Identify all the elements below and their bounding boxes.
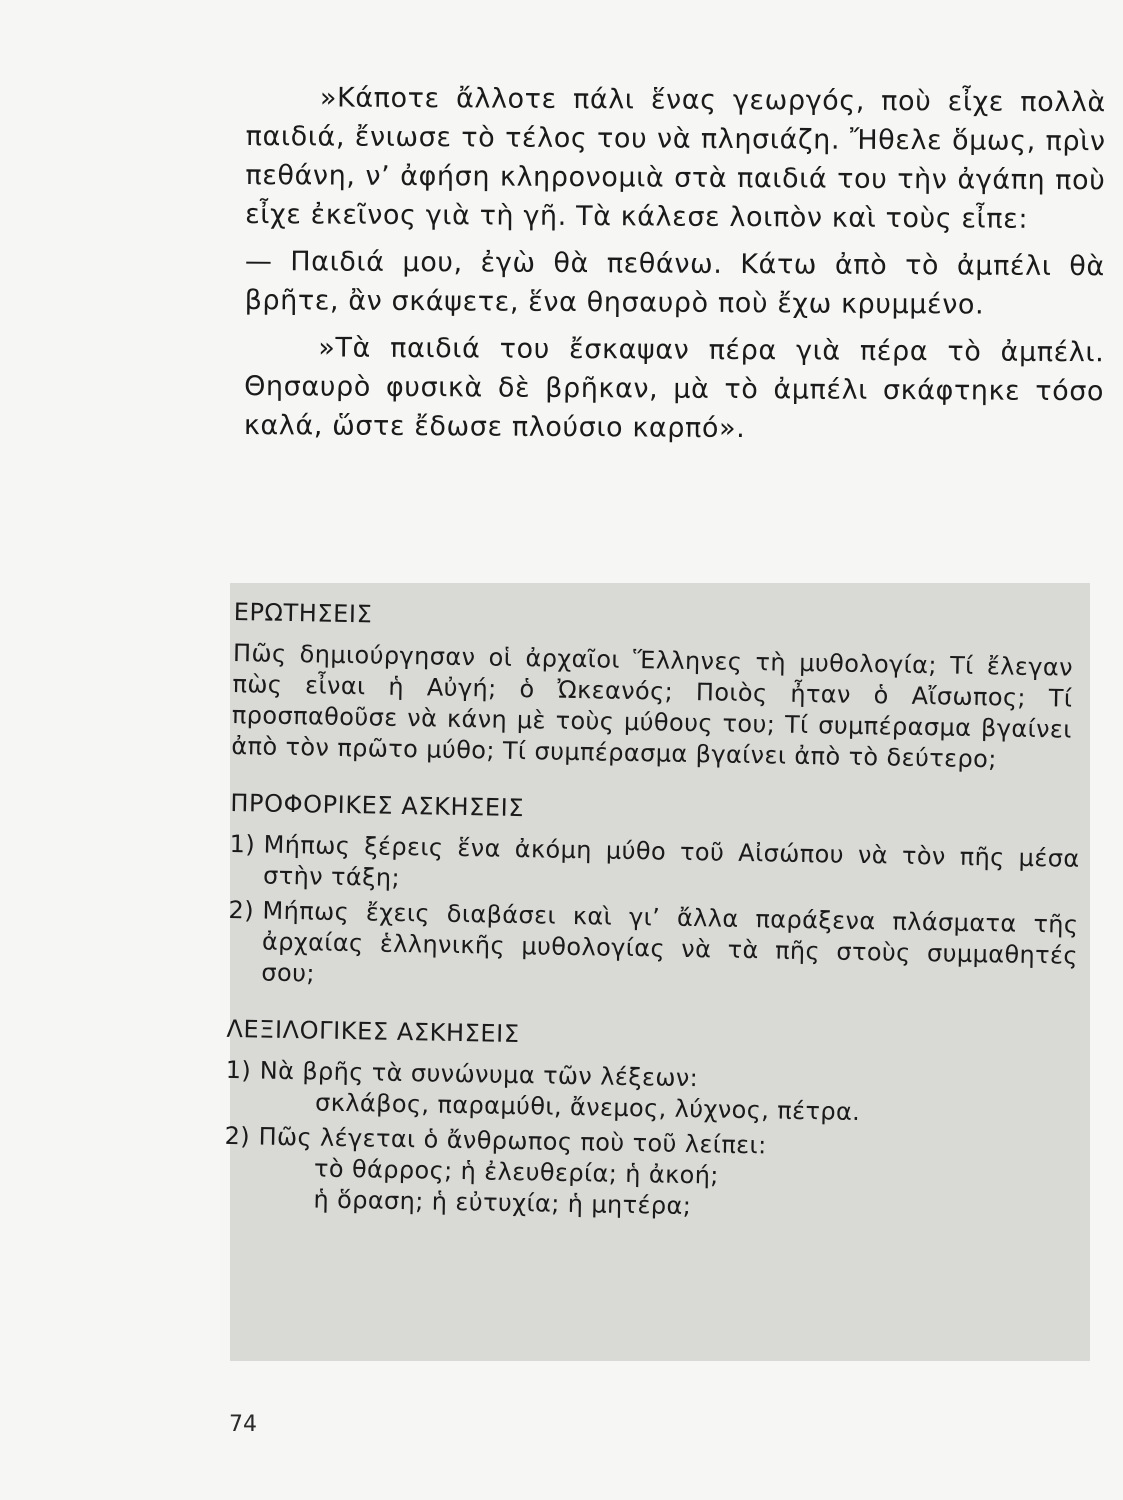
item-text: Νὰ βρῆς τὰ συνώνυμα τῶν λέξεων: bbox=[259, 1056, 699, 1093]
item-text: Μήπως ἔχεις διαβάσει καὶ γι’ ἄλλα παράξενα πλάσματα τῆς ἀρχαίας ἑλληνικῆς μυθολογίας νὰ τὰ πῆς στοὺς συμμαθητές σου; bbox=[261, 896, 1079, 988]
item-number: 2) bbox=[228, 895, 255, 925]
story-text bbox=[244, 78, 1106, 450]
list-item bbox=[227, 895, 1078, 1003]
item-subtext: τὸ θάρρος; ἡ ἐλευθερία; ἡ ἀκοή; bbox=[313, 1154, 720, 1190]
vocab-exercises-section bbox=[223, 1014, 1076, 1229]
list-item bbox=[229, 829, 1080, 906]
list-item bbox=[225, 1055, 1076, 1132]
item-text: Πῶς λέγεται ὁ ἄνθρωπος ποὺ τοῦ λείπει: bbox=[258, 1122, 767, 1160]
item-subtext: σκλάβος, παραμύθι, ἄνεμος, λύχνος, πέτρα. bbox=[314, 1088, 861, 1127]
oral-exercises-heading: ΠΡΟΦΟΡΙΚΕΣ ΑΣΚΗΣΕΙΣ bbox=[230, 788, 525, 823]
vocab-exercises-heading: ΛΕΞΙΛΟΓΙΚΕΣ ΑΣΚΗΣΕΙΣ bbox=[226, 1014, 520, 1049]
item-text: Μήπως ξέρεις ἕνα ἀκόμη μύθο τοῦ Αἰσώπου νὰ τὸν πῆς μέσα στὴν τάξη; bbox=[262, 830, 1080, 892]
story-paragraph: »Κάποτε ἄλλοτε πάλι ἕνας γεωργός, ποὺ εἶχε πολλὰ παιδιά, ἔνιωσε τὸ τέλος του νὰ πλησιάζη. Ἤθελε ὅμως, πρὶν πεθάνη, ν’ ἀφήση κληρονομιὰ στὰ παιδιά του τὴν ἀγάπη ποὺ εἶχε ἐκεῖνος γιὰ τὴ γῆ. Τὰ κάλεσε λοιπὸν καὶ τοὺς εἶπε: bbox=[245, 82, 1106, 235]
questions-section bbox=[231, 597, 1084, 777]
item-number: 1) bbox=[225, 1055, 252, 1085]
item-subtext: ἡ ὅραση; ἡ εὐτυχία; ἡ μητέρα; bbox=[313, 1185, 692, 1221]
item-number: 2) bbox=[224, 1121, 251, 1151]
exercises-box bbox=[224, 583, 1090, 1361]
oral-exercises-section bbox=[227, 788, 1080, 1003]
questions-text: Πῶς δημιούργησαν οἱ ἀρχαῖοι Ἕλληνες τὴ μυθολογία; Τί ἔλεγαν πὼς εἶναι ἡ Αὐγή; ὁ Ὠκεανός; Ποιὸς ἦταν ὁ Αἴσωπος; Τί προσπαθοῦσε νὰ κάνη μὲ τοὺς μύθους του; Τί συμπέρασμα βγαίνει ἀπὸ τὸν πρῶτο μύθο; Τί συμπέρασμα βγαίνει ἀπὸ τὸ δεύτερο; bbox=[231, 638, 1074, 774]
list-item bbox=[223, 1121, 1074, 1229]
page-number: 74 bbox=[229, 1412, 257, 1437]
story-paragraph: »Τὰ παιδιά του ἔσκαψαν πέρα γιὰ πέρα τὸ ἀμπέλι. Θησαυρὸ φυσικὰ δὲ βρῆκαν, μὰ τὸ ἀμπέλι σκάφτηκε τόσο καλά, ὥστε ἔδωσε πλούσιο καρπό». bbox=[243, 332, 1105, 445]
item-number: 1) bbox=[229, 829, 256, 859]
story-paragraph: — Παιδιά μου, ἐγὼ θὰ πεθάνω. Κάτω ἀπὸ τὸ ἀμπέλι θὰ βρῆτε, ἂν σκάψετε, ἕνα θησαυρὸ ποὺ ἔχω κρυμμένο. bbox=[244, 245, 1105, 321]
questions-heading: ΕΡΩΤΗΣΕΙΣ bbox=[233, 597, 373, 629]
